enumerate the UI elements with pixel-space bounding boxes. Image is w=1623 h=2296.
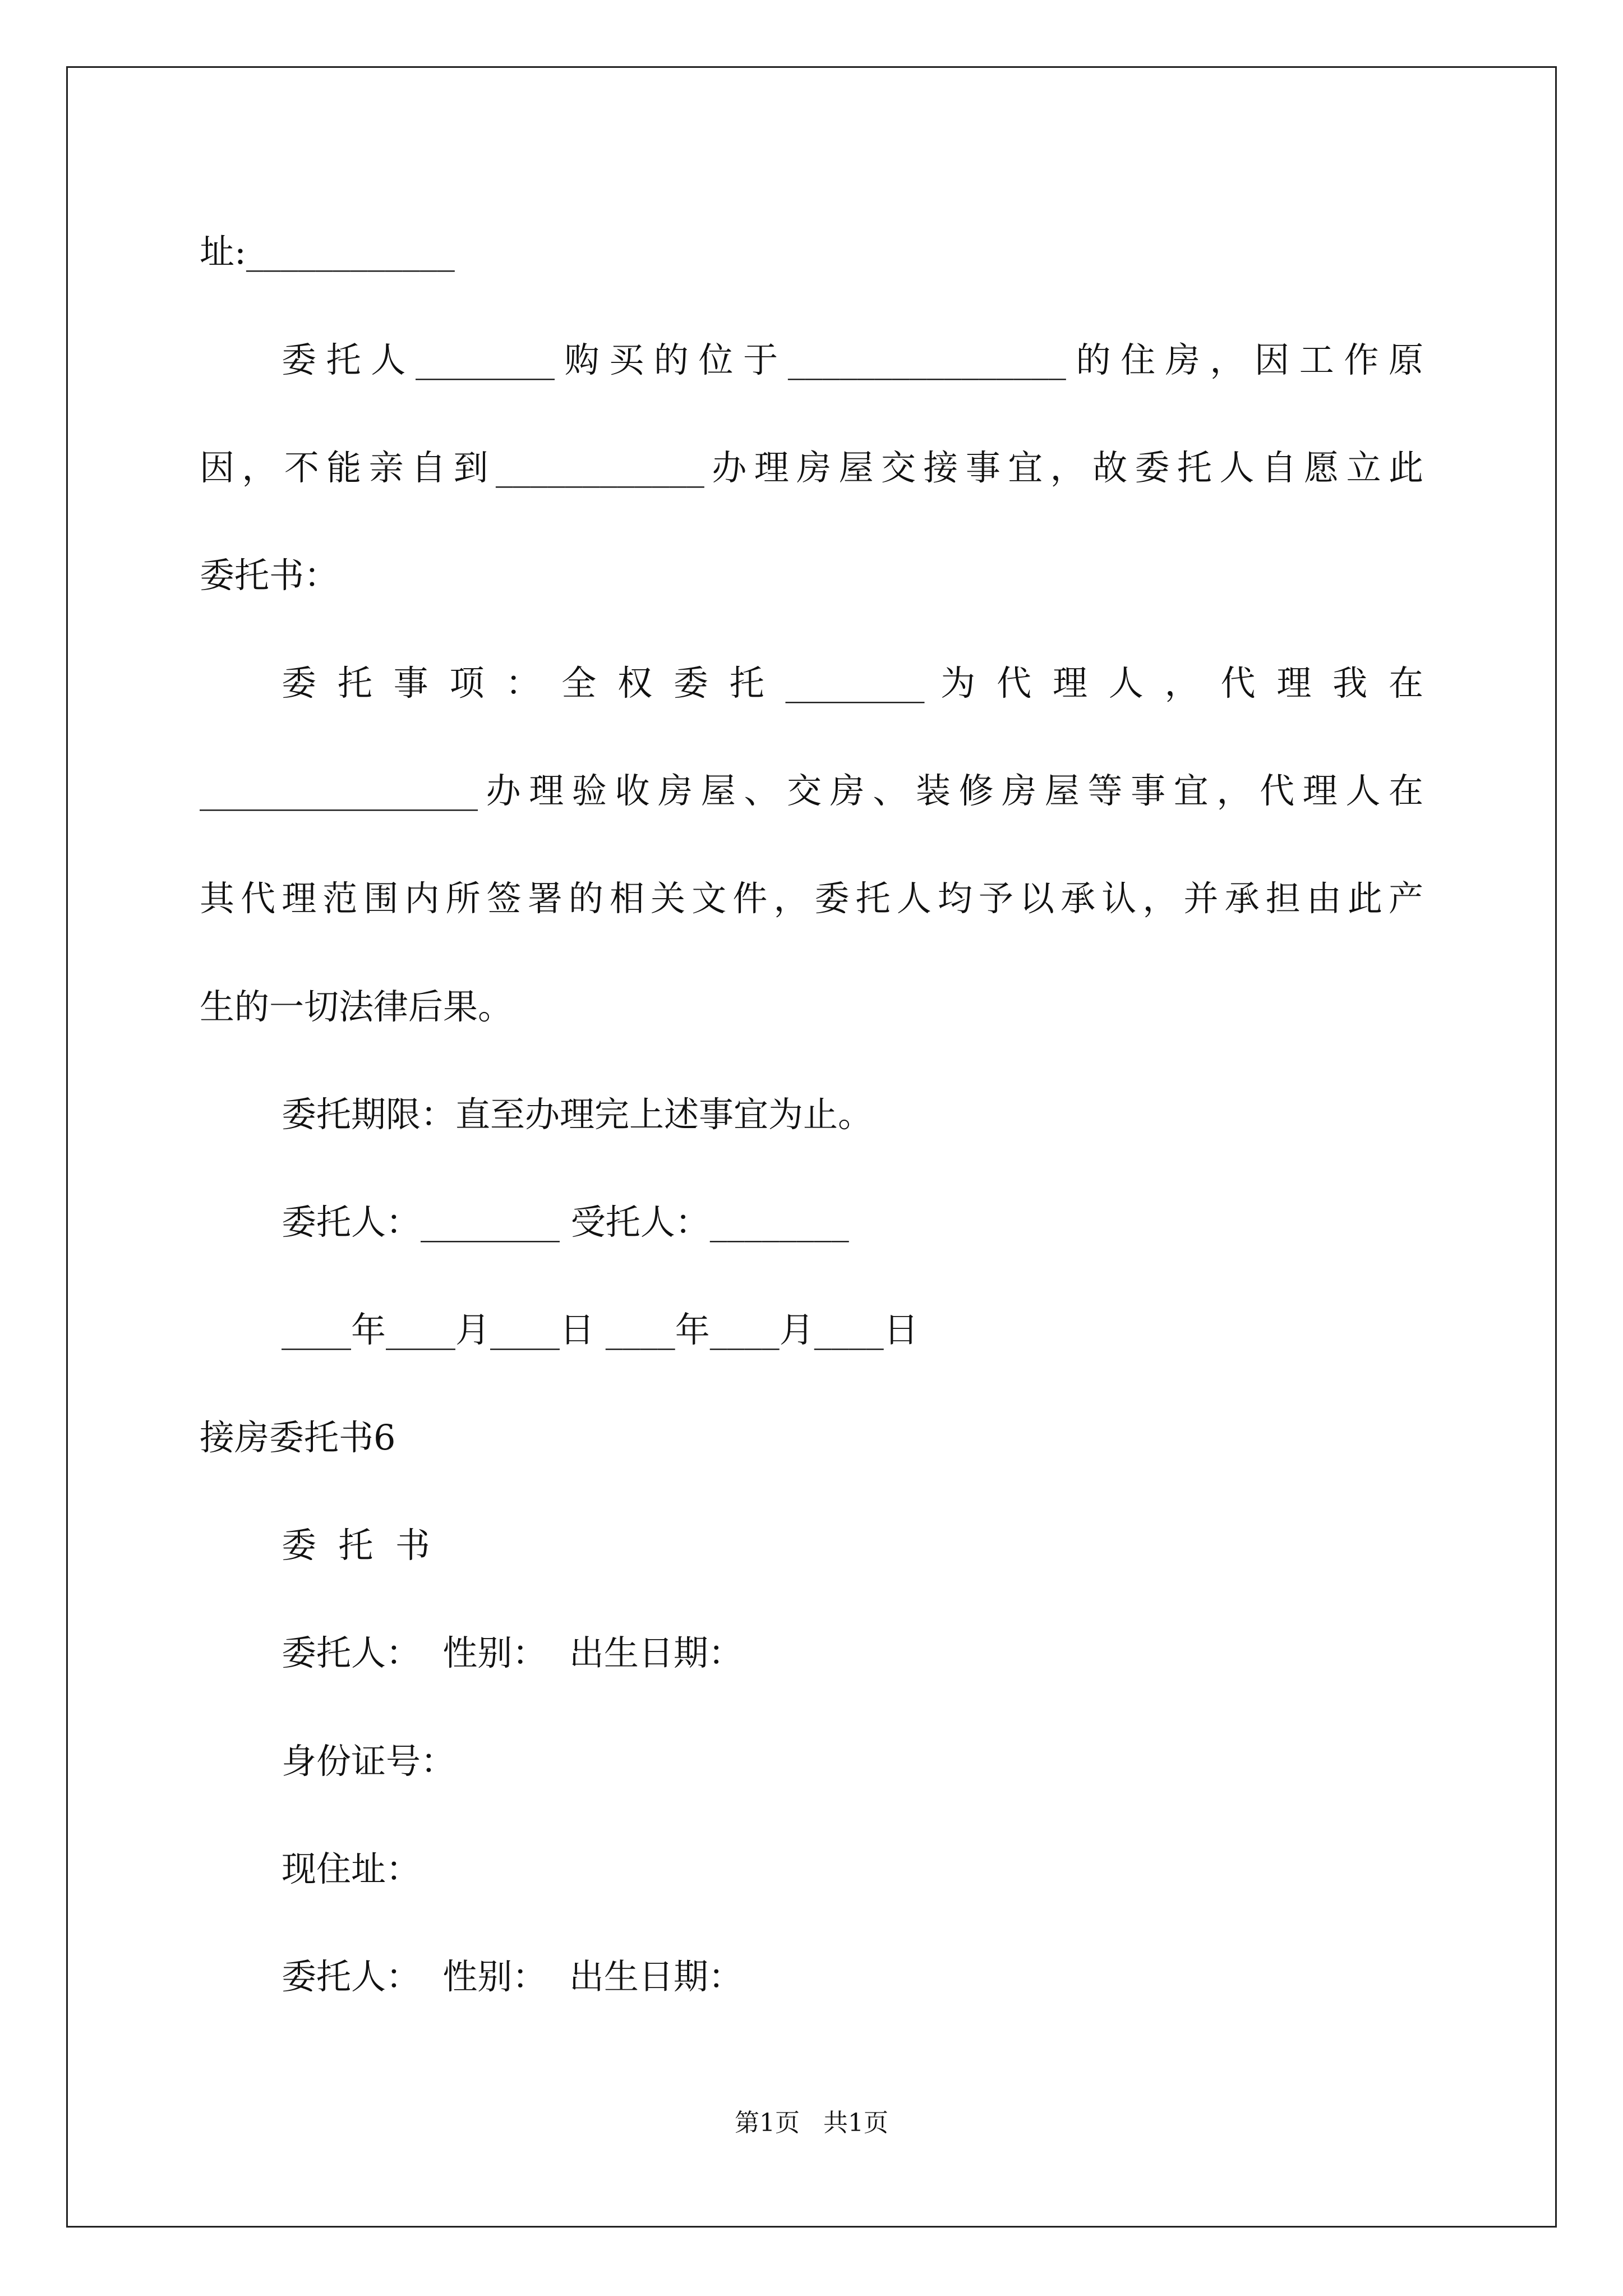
- current-address-line: 现住址：: [282, 1848, 421, 1889]
- id-number-line: 身份证号：: [282, 1741, 456, 1782]
- signature-line: 委托人：________ 受托人：________: [282, 1202, 849, 1243]
- paragraph-line: 因，不能亲自到____________办理房屋交接事宜，故委托人自愿立此: [200, 447, 1423, 488]
- page-number: 第1页 共1页: [735, 2109, 888, 2137]
- paragraph-line: 其代理范围内所签署的相关文件，委托人均予以承认，并承担由此产: [200, 878, 1423, 919]
- section-heading: 接房委托书6: [200, 1417, 396, 1458]
- paragraph-line: 生的一切法律后果。: [200, 986, 513, 1027]
- address-line: 址:____________: [200, 231, 455, 272]
- delegation-period-line: 委托期限：直至办理完上述事宜为止。: [282, 1094, 873, 1135]
- paragraph-line: ________________办理验收房屋、交房、装修房屋等事宜，代理人在: [200, 770, 1423, 811]
- delegator-info-line: 委托人： 性别： 出生日期：: [282, 1632, 743, 1673]
- delegator-info-line: 委托人： 性别： 出生日期：: [282, 1956, 743, 1997]
- document-title: 委 托 书: [282, 1525, 430, 1566]
- delegation-matter-line: 委 托 事 项 ： 全 权 委 托 ________ 为 代 理 人 ， 代 理 我 在: [282, 662, 1423, 703]
- paragraph-line: 委托人________购买的位于________________的住房，因工作原: [282, 339, 1423, 380]
- page-border: [66, 66, 1557, 2228]
- date-line: ____年____月____日 ____年____月____日: [282, 1309, 919, 1350]
- paragraph-line: 委托书：: [200, 555, 339, 596]
